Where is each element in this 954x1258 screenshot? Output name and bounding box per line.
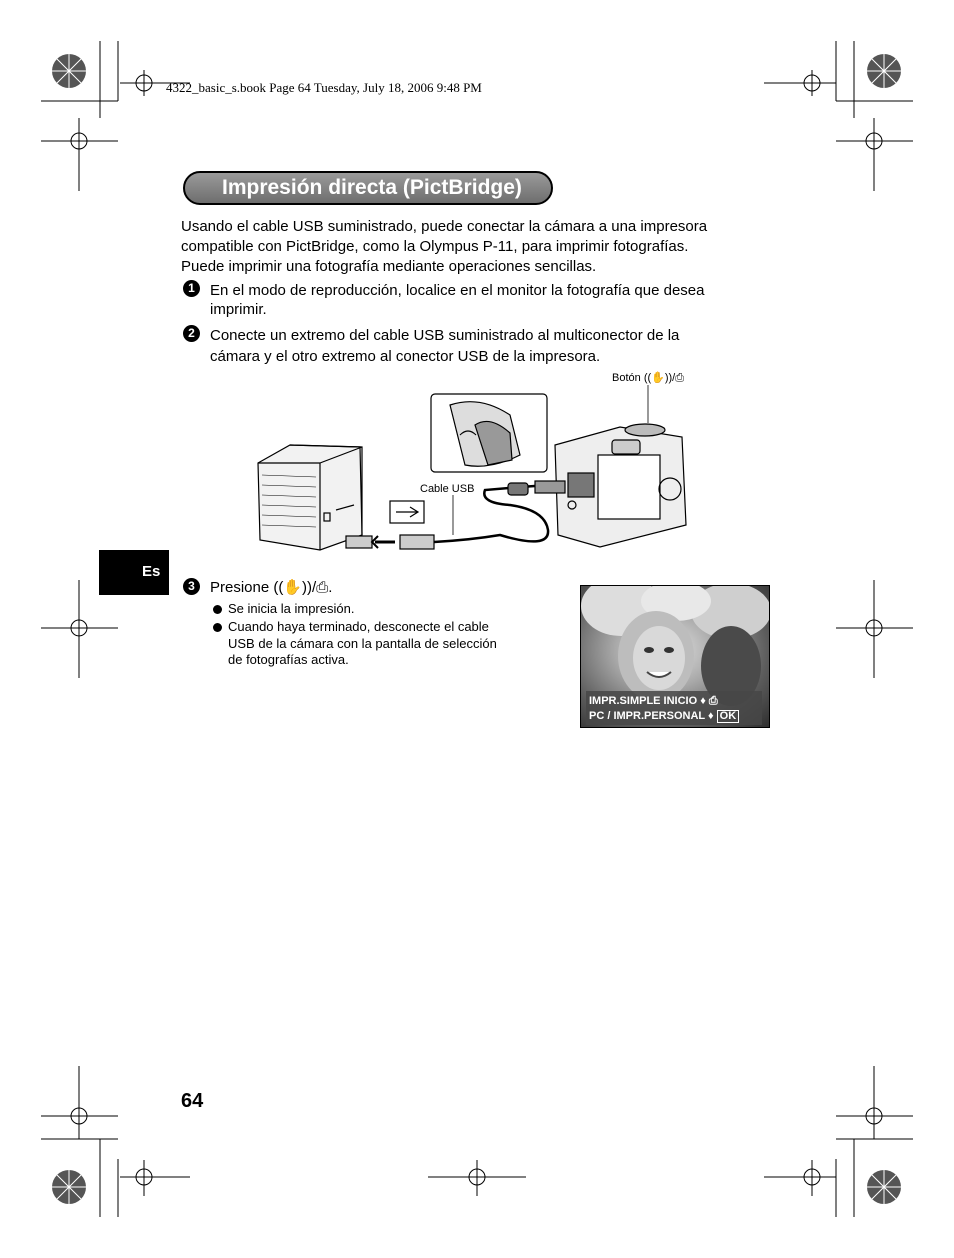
- step-3-number: 3: [183, 578, 200, 595]
- bullet-dot: [213, 605, 222, 614]
- shake-print-icon: ((✋))/⎙: [643, 372, 685, 384]
- section-title: Impresión directa (PictBridge): [222, 176, 522, 199]
- camera-illustration: [555, 424, 686, 547]
- bullet-1-line-1: Se inicia la impresión.: [228, 601, 355, 616]
- screen-line-1: IMPR.SIMPLE INICIO ♦ ⎙: [589, 695, 718, 707]
- page-number: 64: [181, 1090, 204, 1112]
- cable-usb-label: Cable USB: [420, 483, 475, 495]
- bullet-2-line-1: Cuando haya terminado, desconecte el cable: [228, 619, 489, 634]
- arrow-icon: ♦: [697, 695, 709, 707]
- arrow-icon: ♦: [704, 710, 717, 722]
- shake-print-icon: ((✋))/⎙.: [273, 579, 333, 596]
- intro-line-1: Usando el cable USB suministrado, puede conectar la cámara a una impresora: [181, 218, 708, 235]
- intro-line-2: compatible con PictBridge, como la Olympus P-11, para imprimir fotografías.: [181, 238, 689, 255]
- bullet-2-line-2: USB de la cámara con la pantalla de selección: [228, 636, 497, 651]
- step-3-line: Presione ((✋))/⎙.: [210, 579, 333, 596]
- usb-connection-illustration: [250, 385, 700, 555]
- step-2-number: 2: [183, 325, 200, 342]
- ok-button-icon: OK: [717, 710, 740, 723]
- print-icon: ⎙: [708, 695, 718, 707]
- step-2-line-1: Conecte un extremo del cable USB suministrado al multiconector de la: [210, 327, 680, 344]
- step-1-line-2: imprimir.: [210, 301, 267, 318]
- language-tab-label: Es: [142, 563, 161, 580]
- screen-line-2: PC / IMPR.PERSONAL ♦ OK: [589, 710, 739, 723]
- step-1-line-1: En el modo de reproducción, localice en el monitor la fotografía que desea: [210, 282, 705, 299]
- printer-illustration: [258, 445, 362, 550]
- book-header: 4322_basic_s.book Page 64 Tuesday, July 18, 2006 9:48 PM: [166, 80, 482, 95]
- step-1-number: 1: [183, 280, 200, 297]
- bullet-dot: [213, 623, 222, 632]
- button-label: Botón ((✋))/⎙: [612, 372, 685, 384]
- bullet-2-line-3: de fotografías activa.: [228, 652, 349, 667]
- step-2-line-2: cámara y el otro extremo al conector USB de la impresora.: [210, 348, 601, 365]
- intro-line-3: Puede imprimir una fotografía mediante operaciones sencillas.: [181, 258, 597, 275]
